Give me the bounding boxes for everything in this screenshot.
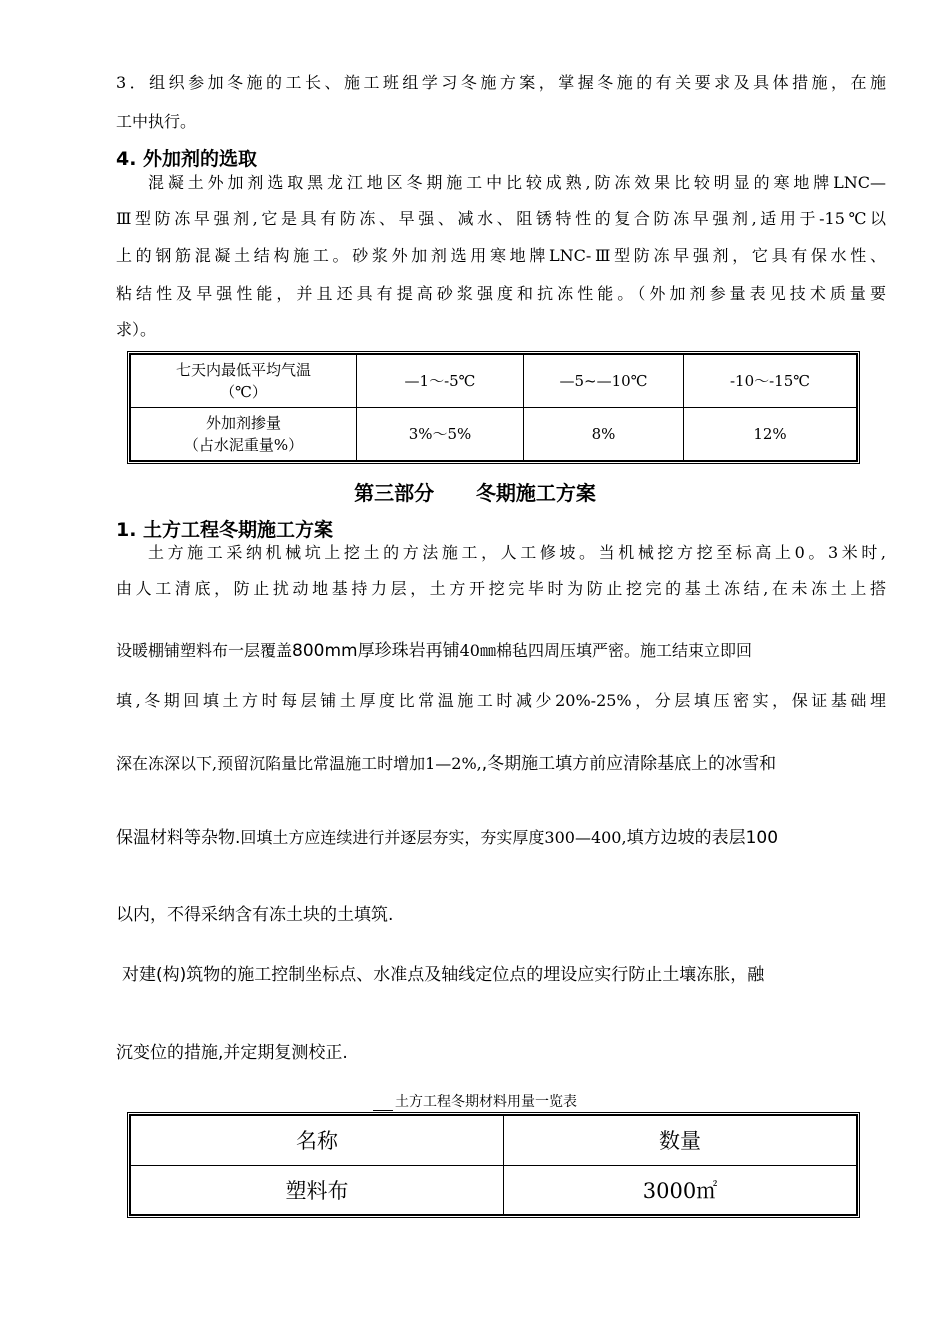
section1-line4: 填,冬期回填土方时每层铺土厚度比常温施工时减少20%-25%，分层填压密实，保证基础埋: [116, 691, 886, 710]
table-cell: —5~—10℃: [524, 355, 684, 408]
part3-title: 第三部分 冬期施工方案: [354, 481, 596, 505]
section4-line1: 混凝土外加剂选取黑龙江地区冬期施工中比较成熟,防冻效果比较明显的寒地牌LNC—: [148, 173, 886, 192]
table-cell-label: [131, 355, 357, 408]
section4-heading: 4. 外加剂的选取: [116, 148, 258, 170]
material-table-caption: [0, 1091, 950, 1111]
table-row: [131, 408, 857, 461]
section1-line5: [116, 753, 886, 775]
section4-line4: 粘结性及早强性能，并且还具有提高砂浆强度和抗冻性能。（外加剂参量表见技术质量要: [116, 284, 886, 303]
table-cell: 8%: [524, 408, 684, 461]
dosage-unit: （占水泥重量%）: [183, 436, 304, 454]
material-table: [127, 1112, 860, 1218]
cell-name: 塑料布: [131, 1165, 504, 1215]
admixture-table: [127, 351, 860, 464]
temperature-unit: （℃）: [220, 383, 267, 401]
text-run: ,冬期施工填方前应清除基底上的冰雪和: [481, 754, 777, 774]
section1-line6: [116, 827, 886, 849]
table-cell: 3%～5%: [357, 408, 524, 461]
header-quantity: 数量: [504, 1116, 857, 1166]
text-run: 40㎜棉毡四周压填严密。施工结束立即回: [459, 641, 752, 660]
caption-underline: [373, 1096, 393, 1111]
section4-line5: 求）。: [116, 320, 157, 339]
text-run: 填方边坡的表层100: [626, 828, 779, 848]
section1-line1: 土方施工采纳机械坑上挖土的方法施工，人工修坡。当机械挖方挖至标高上0。3米时,: [148, 543, 886, 562]
para3-line1: 3．组织参加冬施的工长、施工班组学习冬施方案，掌握冬施的有关要求及具体措施，在施: [116, 73, 886, 92]
text-run: 设暖棚铺塑料布一层覆盖: [116, 641, 293, 660]
header-name: 名称: [131, 1116, 504, 1166]
table-cell-label: [131, 408, 357, 461]
text-run: 回填土方应连续进行并逐层夯实，夯实厚度300—400,: [240, 828, 627, 847]
text-run: 保温材料等杂物.: [116, 828, 241, 848]
section4-line2: Ⅲ型防冻早强剂,它是具有防冻、早强、减水、阻锈特性的复合防冻早强剂,适用于-15℃以: [116, 209, 886, 228]
section1-line8: 对建(构)筑物的施工控制坐标点、水准点及轴线定位点的埋设应实行防止土壤冻胀，融: [122, 965, 765, 985]
section1-line3: [116, 640, 886, 662]
text-run: 深在冻深以下,预留沉陷量比常温施工时增加1—2%,: [116, 754, 482, 773]
section1-line2: 由人工清底，防止扰动地基持力层，土方开挖完毕时为防止挖完的基土冻结,在未冻土上搭: [116, 579, 886, 598]
dosage-label: 外加剂掺量: [205, 414, 281, 432]
section1-heading: 1. 土方工程冬期施工方案: [116, 519, 334, 541]
table-cell: 12%: [684, 408, 857, 461]
section4-line3: 上的钢筋混凝土结构施工。砂浆外加剂选用寒地牌LNC-Ⅲ型防冻早强剂，它具有保水性、: [116, 246, 886, 265]
table-cell: -10～-15℃: [684, 355, 857, 408]
text-run: 800mm厚珍珠岩再铺: [292, 641, 460, 661]
table-row: [131, 1165, 857, 1215]
table-cell: —1～-5℃: [357, 355, 524, 408]
temperature-label: 七天内最低平均气温: [175, 361, 311, 379]
table-header-row: [131, 1116, 857, 1166]
section1-line9: 沉变位的措施,并定期复测校正.: [116, 1043, 348, 1063]
table-row: [131, 355, 857, 408]
para3-line2: 工中执行。: [116, 112, 197, 131]
cell-quantity: 3000㎡: [504, 1165, 857, 1215]
section1-line7: 以内，不得采纳含有冻土块的土填筑.: [116, 905, 394, 925]
caption-text: 土方工程冬期材料用量一览表: [395, 1094, 577, 1110]
